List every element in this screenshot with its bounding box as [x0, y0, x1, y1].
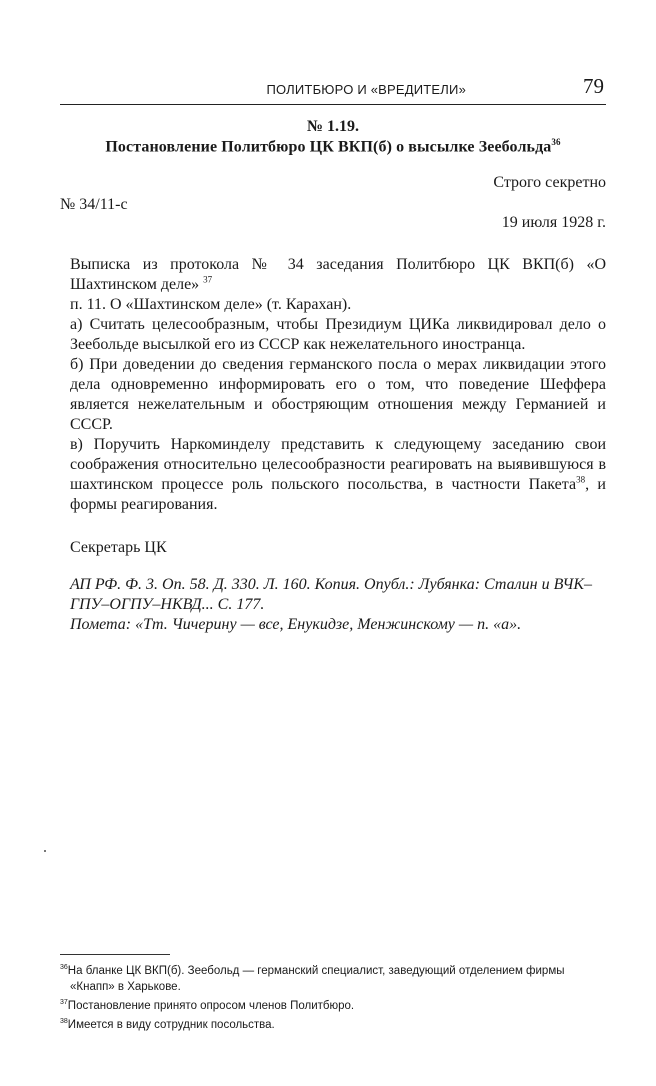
document-date: 19 июля 1928 г. — [501, 214, 606, 231]
footnote-ref-36[interactable]: 36 — [551, 137, 561, 147]
footnote-38 — [60, 1014, 608, 1033]
footnote-ref-38[interactable]: 38 — [576, 474, 586, 485]
footnote-rule — [60, 954, 170, 955]
classification-stamp: Строго секретно — [493, 174, 606, 191]
intro-text: Выписка из протокола № 34 заседания Политбюро ЦК ВКП(б) «О Шахтинском деле» — [70, 256, 606, 293]
protocol-number: № 34/11-с — [60, 196, 128, 213]
point-c-paragraph — [70, 435, 606, 515]
document-title-text: Постановление Политбюро ЦК ВКП(б) о высылке Зеебольда — [105, 138, 552, 156]
item-paragraph: п. 11. О «Шахтинском деле» (т. Карахан). — [70, 296, 352, 313]
running-head — [60, 74, 606, 105]
document-title — [60, 137, 606, 156]
footnote-mark-37: 37 — [60, 998, 68, 1006]
footnote-mark-38: 38 — [60, 1017, 68, 1025]
document-body — [70, 255, 606, 515]
page-number: 79 — [583, 74, 604, 98]
page-speck — [44, 850, 46, 852]
footnote-36-line1: На бланке ЦК ВКП(б). Зеебольд — германский специалист, заведующий отделением фирмы — [67, 964, 565, 977]
signature: Секретарь ЦК — [70, 539, 167, 556]
footnote-ref-37[interactable]: 37 — [203, 274, 213, 285]
running-head-title: ПОЛИТБЮРО И «ВРЕДИТЕЛИ» — [266, 82, 466, 97]
footnote-37 — [60, 995, 608, 1014]
intro-paragraph — [70, 255, 606, 295]
point-b-paragraph: б) При доведении до сведения германского посла о мерах ликвидации этого дела одновременно информировать его о том, что поведение Шеффера является нежелательным и обостряющим отношения между Германией и СССР. — [70, 356, 606, 433]
footnote-mark-36: 36 — [60, 964, 68, 971]
point-a-paragraph: а) Считать целесообразным, чтобы Президиум ЦИКа ликвидировал дело о Зеебольде высылкой его из СССР как нежелательного иностранца. — [70, 316, 606, 353]
source-block — [70, 575, 610, 635]
archive-reference: АП РФ. Ф. 3. Оп. 58. Д. 330. Л. 160. Копия. Опубл.: Лубянка: Сталин и ВЧК–ГПУ–ОГПУ–НКВД... С. 177. — [70, 576, 593, 613]
footnote-38-text: Имеется в виду сотрудник посольства. — [67, 1018, 275, 1031]
footnote-37-text: Постановление принято опросом членов Политбюро. — [67, 999, 355, 1012]
footnote-36-line2: «Кнапп» в Харькове. — [70, 980, 181, 993]
point-c-text-end: , и формы реагирования. — [70, 476, 606, 513]
footnote-36 — [60, 960, 608, 979]
footnotes — [60, 960, 608, 1032]
point-c-text: в) Поручить Наркоминделу представить к следующему заседанию свои соображения относительно целесообразности реагировать на выявившуюся в шахтинском процессе роль польского посольства, в частности Пакета — [70, 436, 606, 493]
document-number: № 1.19. — [306, 118, 360, 135]
annotation-note: Помета: «Тт. Чичерину — все, Енукидзе, Менжинскому — п. «а». — [70, 616, 522, 633]
